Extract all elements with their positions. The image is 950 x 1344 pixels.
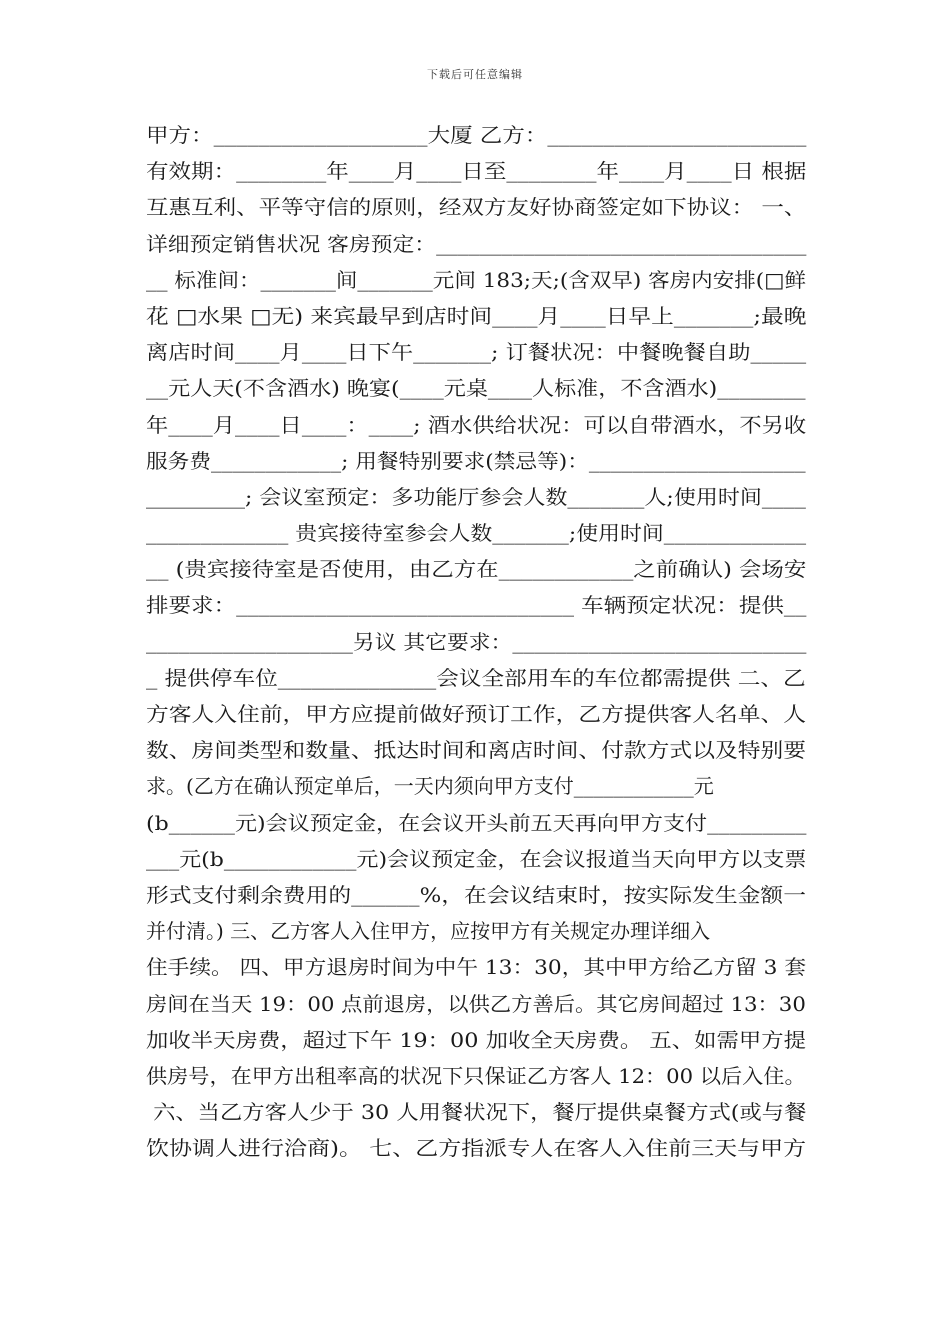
text-line-27: 供房号，在甲方出租率高的状况下只保证乙方客人 12：00 以后入住。 [146, 1063, 806, 1088]
text-line-16: _ 提供停车位______________会议全部用车的车位都需提供 二、乙 [146, 665, 806, 690]
text-line-15: ___________________另议 其它要求：___________________________ [146, 629, 807, 654]
text-line-28: 六、当乙方客人少于 30 人用餐状况下，餐厅提供桌餐方式(或与餐 [146, 1100, 807, 1125]
text-line-29: 饮协调人进行洽商)。 七、乙方指派专人在客人入住前三天与甲方 [146, 1136, 807, 1161]
text-line-10: 服务费____________; 用餐特别要求(禁忌等)：____________________ [146, 448, 806, 473]
contract-body [146, 117, 806, 1166]
text-line-11: _________; 会议室预定：多功能厅参会人数_______人;使用时间____ [146, 484, 806, 509]
text-line-6: 花 □水果 □无) 来宾最早到店时间____月____日早上_______;最晚 [146, 303, 807, 328]
text-line-2: 有效期：________年____月____日至________年____月____日 根据 [146, 159, 807, 184]
text-line-8: __元人天(不含酒水) 晚宴(____元桌____人标准，不含酒水)________ [146, 376, 806, 401]
text-line-7: 离店时间____月____日下午_______; 订餐状况：中餐晚餐自助_____ [146, 340, 807, 365]
text-line-23: 并付清。) 三、乙方客人入住甲方，应按甲方有关规定办理详细入 [146, 919, 711, 944]
text-line-21: ___元(b____________元)会议预定金，在会议报道当天向甲方以支票 [146, 846, 807, 871]
text-line-14: 排要求：______________________________ 车辆预定状况：提供__ [146, 593, 807, 618]
text-line-24: 住手续。 四、甲方退房时间为中午 13：30，其中甲方给乙方留 3 套 [146, 955, 807, 980]
text-line-20: (b______元)会议预定金，在会议开头前五天再向甲方支付_________ [146, 810, 807, 835]
text-line-26: 加收半天房费，超过下午 19：00 加收全天房费。 五、如需甲方提 [146, 1027, 806, 1052]
text-line-5: __ 标准间：_______间_______元间 183;天;(含双早) 客房内安排(□鲜 [146, 267, 807, 292]
text-line-3: 互惠互利、平等守信的原则，经双方友好协商签定如下协议： 一、 [146, 195, 807, 220]
text-line-13: __ (贵宾接待室是否使用，由乙方在____________之前确认) 会场安 [146, 557, 807, 582]
text-line-22: 形式支付剩余费用的______%，在会议结束时，按实际发生金额一 [146, 882, 807, 907]
text-line-1: 甲方：___________________大厦 乙方：_______________________ [146, 123, 807, 147]
text-line-4: 详细预定销售状况 客房预定：__________________________________ [146, 231, 807, 256]
text-line-19: 求。(乙方在确认预定单后，一天内须向甲方支付____________元 [146, 774, 714, 799]
page-header-note: 下载后可任意编辑 [427, 68, 523, 81]
text-line-18: 数、房间类型和数量、抵达时间和离店时间、付款方式以及特别要 [146, 738, 806, 763]
text-line-9: 年____月____日____：____; 酒水供给状况：可以自带酒水，不另收 [146, 412, 807, 437]
text-line-25: 房间在当天 19：00 点前退房，以供乙方善后。其它房间超过 13：30 [146, 991, 806, 1016]
text-line-17: 方客人入住前，甲方应提前做好预订工作，乙方提供客人名单、人 [146, 702, 806, 726]
text-line-12: _____________ 贵宾接待室参会人数_______;使用时间_____________ [146, 521, 807, 546]
